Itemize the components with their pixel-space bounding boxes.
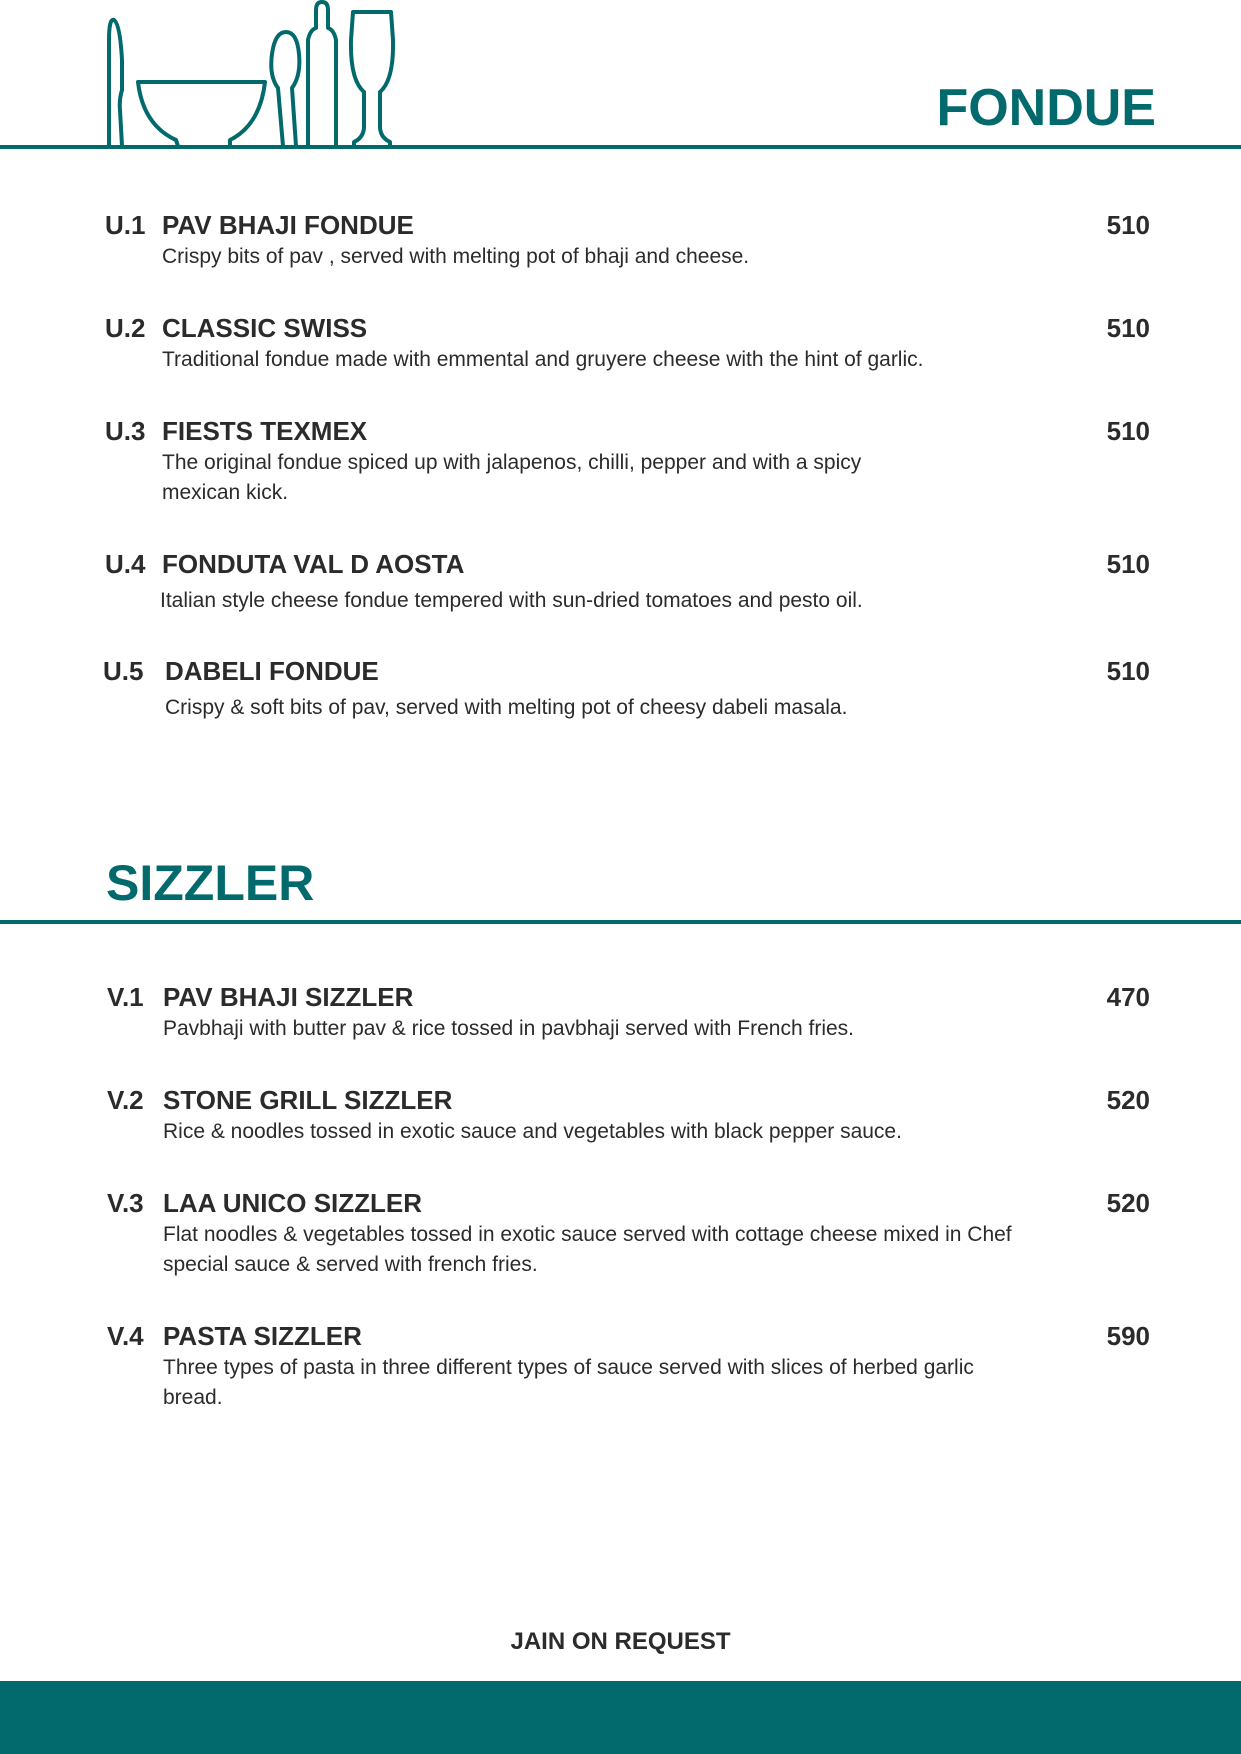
item-price: 510 xyxy=(1106,549,1150,579)
item-name: PAV BHAJI FONDUE xyxy=(162,210,414,240)
item-description: Crispy bits of pav , served with melting pot of bhaji and cheese. xyxy=(162,245,750,268)
footer-band xyxy=(0,1681,1241,1754)
item-description: Flat noodles & vegetables tossed in exotic sauce served with cottage cheese mixed in Chef special sauce & served with french fries. xyxy=(163,1223,1012,1276)
item-code: U.3 xyxy=(105,416,146,446)
item-description: Crispy & soft bits of pav, served with melting pot of cheesy dabeli masala. xyxy=(165,696,848,719)
item-name: PAV BHAJI SIZZLER xyxy=(163,982,414,1012)
item-description: Three types of pasta in three different types of sauce served with slices of herbed garlic bread. xyxy=(163,1356,974,1409)
item-price: 510 xyxy=(1106,416,1150,446)
item-description: The original fondue spiced up with jalapenos, chilli, pepper and with a spicy mexican kick. xyxy=(162,451,862,504)
item-name: DABELI FONDUE xyxy=(165,656,379,686)
item-price: 470 xyxy=(1106,982,1150,1012)
item-name: FONDUTA VAL D AOSTA xyxy=(162,549,465,579)
item-code: U.5 xyxy=(103,656,144,686)
item-price: 510 xyxy=(1106,313,1150,343)
item-name: CLASSIC SWISS xyxy=(162,313,368,343)
item-code: U.2 xyxy=(105,313,146,343)
item-price: 510 xyxy=(1106,210,1150,240)
item-price: 590 xyxy=(1106,1321,1150,1351)
jain-note: JAIN ON REQUEST xyxy=(510,1628,731,1655)
section-divider xyxy=(0,920,1241,924)
item-code: U.4 xyxy=(105,549,146,579)
item-description: Pavbhaji with butter pav & rice tossed in pavbhaji served with French fries. xyxy=(163,1017,855,1040)
item-name: STONE GRILL SIZZLER xyxy=(163,1085,453,1115)
item-name: FIESTS TEXMEX xyxy=(162,416,368,446)
item-code: V.1 xyxy=(107,982,144,1012)
section-title-sizzler: SIZZLER xyxy=(106,855,315,911)
cutlery-bowl-glass-icon xyxy=(100,0,420,148)
item-description: Italian style cheese fondue tempered with sun-dried tomatoes and pesto oil. xyxy=(160,589,863,612)
item-price: 520 xyxy=(1106,1188,1150,1218)
item-name: LAA UNICO SIZZLER xyxy=(163,1188,423,1218)
item-description: Rice & noodles tossed in exotic sauce and vegetables with black pepper sauce. xyxy=(163,1120,902,1143)
header-divider xyxy=(0,145,1241,149)
section-title-fondue: FONDUE xyxy=(936,79,1156,137)
item-name: PASTA SIZZLER xyxy=(163,1321,362,1351)
item-code: V.3 xyxy=(107,1188,144,1218)
item-code: U.1 xyxy=(105,210,146,240)
item-price: 520 xyxy=(1106,1085,1150,1115)
item-price: 510 xyxy=(1106,656,1150,686)
item-description: Traditional fondue made with emmental and gruyere cheese with the hint of garlic. xyxy=(162,348,924,371)
item-code: V.4 xyxy=(107,1321,144,1351)
item-code: V.2 xyxy=(107,1085,144,1115)
